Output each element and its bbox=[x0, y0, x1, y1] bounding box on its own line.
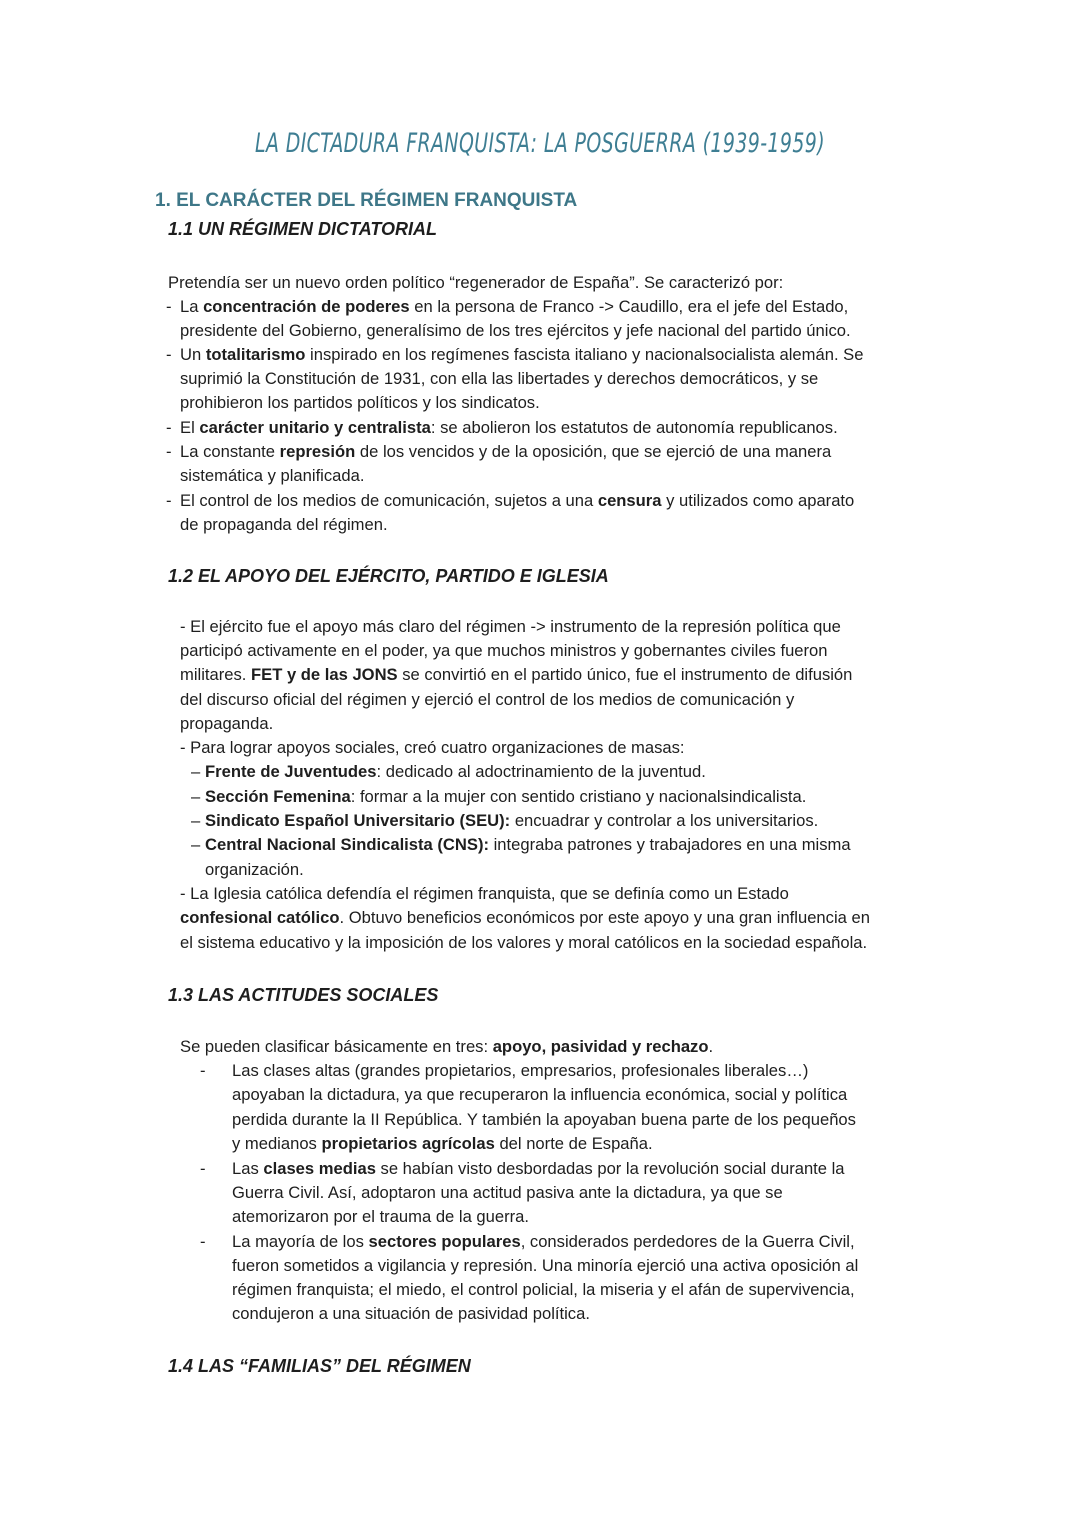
bullet-line: sistemática y planificada. bbox=[180, 466, 365, 485]
bullet-line: Guerra Civil. Así, adoptaron una actitud pasiva ante la dictadura, ya que se bbox=[232, 1183, 783, 1202]
bullet-line: régimen franquista; el miedo, el control policial, la miseria y el afán de supervivencia, bbox=[232, 1280, 855, 1299]
paragraph-line: del discurso oficial del régimen y ejerció el control de los medios de comunicación y bbox=[180, 690, 795, 709]
bullet-line: fueron sometidos a vigilancia y represión. Una minoría ejerció una activa oposición al bbox=[232, 1256, 859, 1275]
bullet-dash: - bbox=[166, 491, 172, 510]
bullet-dash: - bbox=[166, 418, 172, 437]
paragraph-line: militares. FET y de las JONS se convirtió en el partido único, fue el instrumento de difusión bbox=[180, 665, 853, 684]
paragraph-line: - El ejército fue el apoyo más claro del régimen -> instrumento de la represión política que bbox=[180, 617, 841, 636]
bullet-dash: - bbox=[200, 1232, 206, 1251]
paragraph-line: propaganda. bbox=[180, 714, 274, 733]
bullet-line: de propaganda del régimen. bbox=[180, 515, 388, 534]
bullet-line: prohibieron los partidos políticos y los sindicatos. bbox=[180, 393, 540, 412]
org-dash: – bbox=[191, 811, 201, 830]
bullet-line: atemorizaron por el trauma de la guerra. bbox=[232, 1207, 529, 1226]
org-dash: – bbox=[191, 835, 201, 854]
bullet-line: suprimió la Constitución de 1931, con ella las libertades y derechos democráticos, y se bbox=[180, 369, 819, 388]
org-item: Sindicato Español Universitario (SEU): encuadrar y controlar a los universitarios. bbox=[205, 811, 819, 830]
paragraph-line: Se pueden clasificar básicamente en tres: apoyo, pasividad y rechazo. bbox=[180, 1037, 714, 1056]
document-title: LA DICTADURA FRANQUISTA: LA POSGUERRA (1939-1959) bbox=[255, 128, 825, 159]
bullet-line: Las clases altas (grandes propietarios, empresarios, profesionales liberales…) bbox=[232, 1061, 809, 1080]
bullet-dash: - bbox=[166, 442, 172, 461]
subsection-1-4-heading: 1.4 LAS “FAMILIAS” DEL RÉGIMEN bbox=[168, 1356, 471, 1376]
org-item: Central Nacional Sindicalista (CNS): integraba patrones y trabajadores en una misma bbox=[205, 835, 851, 854]
bullet-dash: - bbox=[166, 297, 172, 316]
paragraph-line: el sistema educativo y la imposición de los valores y moral católicos en la sociedad española. bbox=[180, 933, 868, 952]
paragraph-line: confesional católico. Obtuvo beneficios económicos por este apoyo y una gran influencia en bbox=[180, 908, 870, 927]
bullet-dash: - bbox=[200, 1159, 206, 1178]
subsection-1-1-heading: 1.1 UN RÉGIMEN DICTATORIAL bbox=[168, 219, 438, 239]
bullet-line: presidente del Gobierno, generalísimo de los tres ejércitos y jefe nacional del partido único. bbox=[180, 321, 851, 340]
org-item: organización. bbox=[205, 860, 304, 879]
bullet-line: Las clases medias se habían visto desbordadas por la revolución social durante la bbox=[232, 1159, 845, 1178]
bullet-line: Un totalitarismo inspirado en los regímenes fascista italiano y nacionalsocialista alemán. Se bbox=[180, 345, 864, 364]
paragraph-line: - La Iglesia católica defendía el régimen franquista, que se definía como un Estado bbox=[180, 884, 789, 903]
bullet-line: La constante represión de los vencidos y de la oposición, que se ejerció de una manera bbox=[180, 442, 832, 461]
org-dash: – bbox=[191, 787, 201, 806]
org-item: Sección Femenina: formar a la mujer con sentido cristiano y nacionalsindicalista. bbox=[205, 787, 807, 806]
org-item: Frente de Juventudes: dedicado al adoctrinamiento de la juventud. bbox=[205, 762, 706, 781]
paragraph-line: participó activamente en el poder, ya que muchos ministros y gobernantes civiles fueron bbox=[180, 641, 828, 660]
bullet-line: perdida durante la II República. Y también la apoyaban buena parte de los pequeños bbox=[232, 1110, 856, 1129]
org-dash: – bbox=[191, 762, 201, 781]
bullet-line: El carácter unitario y centralista: se abolieron los estatutos de autonomía republicanos. bbox=[180, 418, 838, 437]
bullet-line: La concentración de poderes en la persona de Franco -> Caudillo, era el jefe del Estado, bbox=[180, 297, 849, 316]
intro-paragraph: Pretendía ser un nuevo orden político “regenerador de España”. Se caracterizó por: bbox=[168, 273, 784, 292]
paragraph-line: - Para lograr apoyos sociales, creó cuatro organizaciones de masas: bbox=[180, 738, 685, 757]
bullet-line: La mayoría de los sectores populares, considerados perdedores de la Guerra Civil, bbox=[232, 1232, 855, 1251]
bullet-line: apoyaban la dictadura, ya que recuperaron la influencia económica, social y política bbox=[232, 1085, 848, 1104]
bullet-line: condujeron a una situación de pasividad política. bbox=[232, 1304, 590, 1323]
bullet-line: y medianos propietarios agrícolas del norte de España. bbox=[232, 1134, 653, 1153]
bullet-dash: - bbox=[166, 345, 172, 364]
bullet-dash: - bbox=[200, 1061, 206, 1080]
section-1-heading: 1. EL CARÁCTER DEL RÉGIMEN FRANQUISTA bbox=[155, 190, 578, 211]
subsection-1-2-heading: 1.2 EL APOYO DEL EJÉRCITO, PARTIDO E IGLESIA bbox=[168, 566, 609, 586]
subsection-1-3-heading: 1.3 LAS ACTITUDES SOCIALES bbox=[168, 985, 439, 1005]
bullet-line: El control de los medios de comunicación, sujetos a una censura y utilizados como aparato bbox=[180, 491, 855, 510]
